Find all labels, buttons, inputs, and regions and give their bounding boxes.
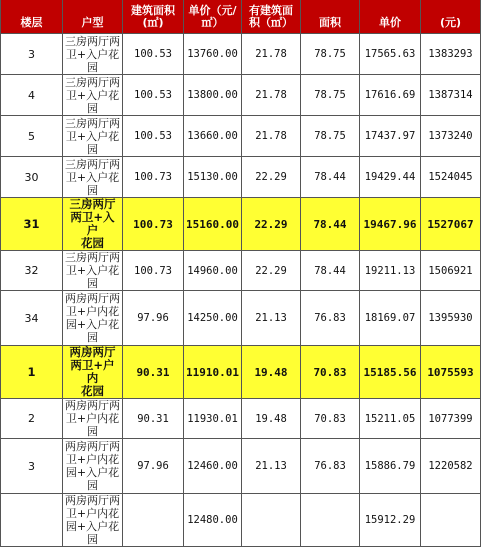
building-area-cell: 90.31 [123,346,184,399]
header-floor: 楼层 [1,0,63,34]
unit-price-cell: 11930.01 [184,399,242,439]
inner-area-cell: 78.75 [301,34,360,75]
building-area-cell: 97.96 [123,439,184,494]
table-body [1,34,481,547]
table-row [1,116,481,157]
inner-unit-price-cell: 15886.79 [360,439,421,494]
inner-unit-price-cell: 17616.69 [360,75,421,116]
type-line: 两房两厅两 [65,399,120,412]
shared-area-cell: 22.29 [242,198,301,251]
inner-area-cell: 78.44 [301,198,360,251]
total-price-cell: 1527067 [421,198,481,251]
type-line: 园 [87,60,98,74]
floor-cell: 2 [1,399,63,439]
floor-cell: 3 [1,34,63,75]
type-line: 园 [87,479,98,492]
building-area-cell: 100.73 [123,198,184,251]
inner-area-cell: 78.44 [301,251,360,291]
inner-unit-price-cell: 15211.05 [360,399,421,439]
type-line: 园+入户花 [65,520,120,533]
building-area-cell: 100.53 [123,75,184,116]
table-row-highlighted [1,346,481,399]
inner-area-cell: 76.83 [301,291,360,346]
unit-price-cell: 11910.01 [184,346,242,399]
type-line: 园 [87,425,98,438]
type-line: 三房两厅两 [65,34,120,48]
type-line: 园 [87,533,98,546]
inner-area-cell: 76.83 [301,439,360,494]
inner-unit-price-cell: 17565.63 [360,34,421,75]
table-row [1,399,481,439]
unit-price-cell: 12480.00 [184,494,242,547]
building-area-cell: 97.96 [123,291,184,346]
unit-price-cell: 14250.00 [184,291,242,346]
shared-area-cell: 22.29 [242,251,301,291]
inner-unit-price-cell: 17437.97 [360,116,421,157]
type-cell [63,116,123,157]
floor-cell: 3 [1,439,63,494]
type-cell [63,399,123,439]
type-cell [63,251,123,291]
inner-area-cell: 78.44 [301,157,360,198]
type-line: 园+入户花 [65,466,120,479]
inner-unit-price-cell: 19211.13 [360,251,421,291]
inner-area-cell: 70.83 [301,346,360,399]
type-cell [63,494,123,547]
total-price-cell: 1524045 [421,157,481,198]
table-header-row [1,0,481,34]
floor-cell: 1 [1,346,63,399]
type-line: 两房两厅两 [65,292,120,305]
total-price-cell: 1395930 [421,291,481,346]
type-cell [63,34,123,75]
type-line: 三房两厅 [69,197,116,211]
type-line: 两房两厅两 [65,440,120,453]
table-row [1,251,481,291]
type-line: 卫+入户花 [65,264,120,277]
unit-price-cell: 15160.00 [184,198,242,251]
header-inner-unit-price: 单价 [360,0,421,34]
table-row [1,75,481,116]
floor-cell: 4 [1,75,63,116]
type-line: 三房两厅两 [65,75,120,89]
type-line: 花园 [81,236,104,250]
type-line: 园+入户花 [65,318,120,331]
building-area-cell: 90.31 [123,399,184,439]
type-cell [63,157,123,198]
shared-area-cell: 21.13 [242,439,301,494]
floor-cell: 30 [1,157,63,198]
building-area-cell: 100.73 [123,251,184,291]
type-cell [63,198,123,251]
unit-price-cell: 12460.00 [184,439,242,494]
header-type: 户型 [63,0,123,34]
inner-unit-price-cell: 18169.07 [360,291,421,346]
type-line: 园 [87,142,98,156]
unit-price-cell: 13800.00 [184,75,242,116]
table-row [1,439,481,494]
shared-area-cell: 21.78 [242,75,301,116]
shared-area-cell [242,494,301,547]
shared-area-cell: 21.78 [242,116,301,157]
table-row [1,34,481,75]
shared-area-cell: 21.13 [242,291,301,346]
type-line: 两房两厅 [69,345,116,359]
type-line: 卫+户内花 [65,305,120,318]
type-cell [63,346,123,399]
total-price-cell: 1373240 [421,116,481,157]
type-line: 园 [87,101,98,115]
type-cell [63,75,123,116]
unit-price-cell: 14960.00 [184,251,242,291]
header-total-price: (元) [421,0,481,34]
table-row-highlighted [1,198,481,251]
type-line: 两卫+入户 [70,210,115,237]
type-line: 卫+入户花 [65,88,120,102]
type-line: 两卫+户内 [70,358,115,385]
unit-price-cell: 13760.00 [184,34,242,75]
inner-area-cell: 70.83 [301,399,360,439]
floor-cell: 5 [1,116,63,157]
type-line: 卫+入户花 [65,170,120,184]
total-price-cell: 1220582 [421,439,481,494]
table-row [1,157,481,198]
total-price-cell [421,494,481,547]
building-area-cell [123,494,184,547]
type-line: 三房两厅两 [65,157,120,171]
type-cell [63,439,123,494]
inner-area-cell [301,494,360,547]
type-line: 卫+入户花 [65,47,120,61]
header-building-area: 建筑面积 (㎡) [123,0,184,34]
inner-unit-price-cell: 15912.29 [360,494,421,547]
header-shared-area: 有建筑面 积（㎡） [242,0,301,34]
shared-area-cell: 22.29 [242,157,301,198]
building-area-cell: 100.53 [123,34,184,75]
floor-cell [1,494,63,547]
total-price-cell: 1075593 [421,346,481,399]
total-price-cell: 1383293 [421,34,481,75]
type-line: 卫+户内花 [65,453,120,466]
inner-area-cell: 78.75 [301,75,360,116]
building-area-cell: 100.53 [123,116,184,157]
type-line: 卫+入户花 [65,129,120,143]
floor-cell: 32 [1,251,63,291]
type-line: 三房两厅两 [65,116,120,130]
floor-cell: 31 [1,198,63,251]
inner-unit-price-cell: 19467.96 [360,198,421,251]
header-unit-price: 单价（元/ ㎡） [184,0,242,34]
table-row [1,494,481,547]
type-line: 卫+户内花 [65,412,120,425]
total-price-cell: 1387314 [421,75,481,116]
type-line: 两房两厅两 [65,494,120,507]
shared-area-cell: 19.48 [242,346,301,399]
total-price-cell: 1077399 [421,399,481,439]
inner-unit-price-cell: 19429.44 [360,157,421,198]
type-line: 园 [87,331,98,344]
shared-area-cell: 21.78 [242,34,301,75]
shared-area-cell: 19.48 [242,399,301,439]
inner-unit-price-cell: 15185.56 [360,346,421,399]
type-cell [63,291,123,346]
floor-cell: 34 [1,291,63,346]
type-line: 花园 [81,384,104,398]
inner-area-cell: 78.75 [301,116,360,157]
type-line: 三房两厅两 [65,251,120,264]
type-line: 园 [87,183,98,197]
table-row [1,291,481,346]
unit-price-cell: 13660.00 [184,116,242,157]
building-area-cell: 100.73 [123,157,184,198]
header-inner-area: 面积 [301,0,360,34]
type-line: 卫+户内花 [65,507,120,520]
unit-price-cell: 15130.00 [184,157,242,198]
total-price-cell: 1506921 [421,251,481,291]
type-line: 园 [87,277,98,290]
